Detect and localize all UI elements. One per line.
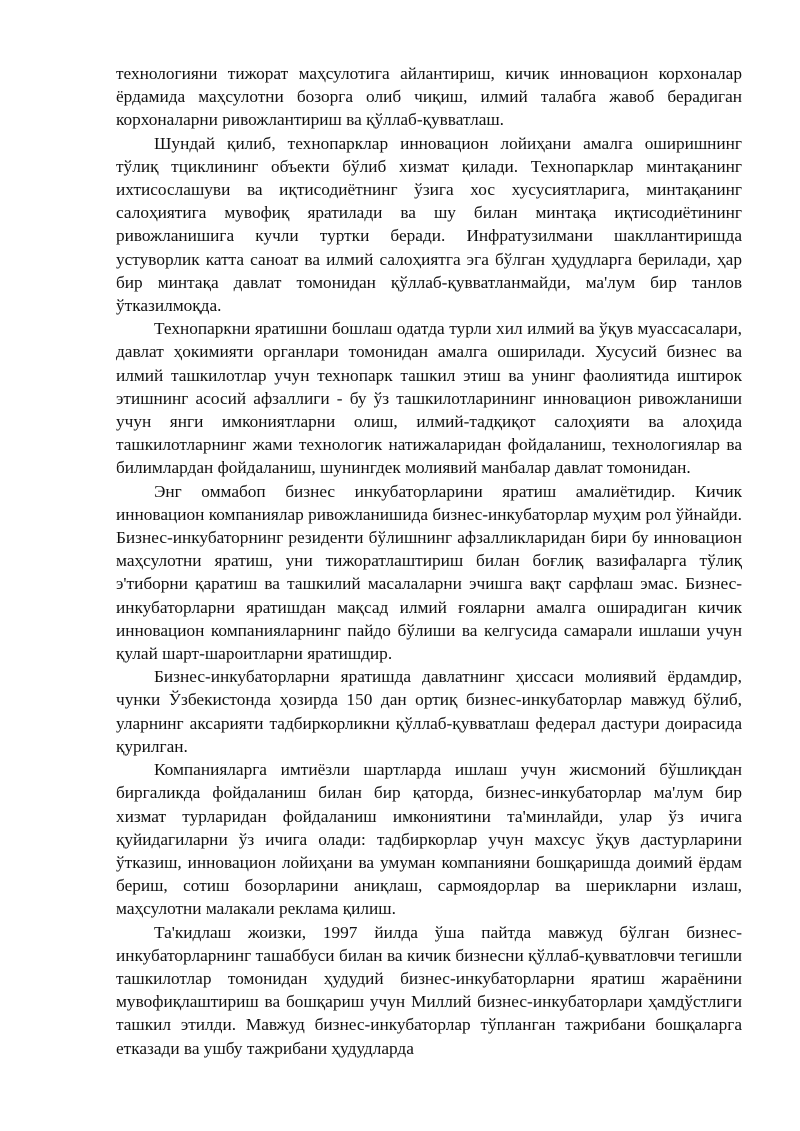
paragraph-1: технологияни тижорат маҳсулотига айлантириш, кичик инновацион корхоналар ёрдамида маҳсулотни бозорга олиб чиқиш, илмий талабга жавоб берадиган корхоналарни ривожлантириш ва қўллаб-қувватлаш. [116, 64, 742, 130]
paragraph-7: Та'кидлаш жоизки, 1997 йилда ўша пайтда мавжуд бўлган бизнес-инкубаторларнинг ташаббуси билан ва кичик бизнесни қўллаб-қувватловчи тегишли ташкилотлар томонидан ҳудудий бизнес-инкубаторларни яратиш жараёнини мувофиқлаштириш ва бошқариш учун Миллий бизнес-инкубаторлари ҳамдўстлиги ташкил этилди. Мавжуд бизнес-инкубаторлар тўпланган тажрибани бошқаларга етказади ва ушбу тажрибани ҳудудларда [116, 922, 742, 1058]
paragraph-5: Бизнес-инкубаторларни яратишда давлатнинг ҳиссаси молиявий ёрдамдир, чунки Ўзбекистонда ҳозирда 150 дан ортиқ бизнес-инкубаторлар мавжуд бўлиб, уларнинг аксарияти тадбиркорликни қўллаб-қувватлаш федерал дастури доирасида қурилган. [116, 667, 742, 756]
paragraph-4: Энг оммабоп бизнес инкубаторларини яратиш амалиётидир. Кичик инновацион компаниялар ривожланишида бизнес-инкубаторлар муҳим рол ўйнайди. Бизнес-инкубаторнинг резиденти бўлишнинг афзалликларидан бири бу инновацион маҳсулотни яратиш, уни тижоратлаштириш билан боғлиқ вазифаларга тўлиқ э'тиборни қаратиш ва ташкилий масалаларни эчишга вақт сарфлаш эмас. Бизнес-инкубаторларни яратишдан мақсад илмий ғояларни амалга оширадиган кичик инновацион компанияларнинг пайдо бўлиши ва келгусида самарали ишлаши учун қулай шарт-шароитларни яратишдир. [116, 481, 742, 664]
paragraph-6: Компанияларга имтиёзли шартларда ишлаш учун жисмоний бўшлиқдан биргаликда фойдаланиш билан бир қаторда, бизнес-инкубаторлар ма'лум бир хизмат турларидан фойдаланиш имкониятини та'минлайди, улар ўз ичига қуйидагиларни ўз ичига олади: тадбиркорлар учун махсус ўқув дастурларини ўтказиш, инновацион лойиҳани ва умуман компанияни бошқаришда доимий ёрдам бериш, сотиш бозорларини аниқлаш, сармоядорлар ва шерикларни излаш, маҳсулотни малакали реклама қилиш. [116, 760, 742, 919]
paragraph-2: Шундай қилиб, технопарклар инновацион лойиҳани амалга оширишнинг тўлиқ тциклининг объекти бўлиб хизмат қилади. Технопарклар минтақанинг ихтисослашуви ва иқтисодиётнинг ўзига хос хусусиятларига, минтақанинг салоҳиятига мувофиқ яратилади ва шу билан минтақа иқтисодиётининг ривожланишига кучли туртки беради. Инфратузилмани шакллантиришда устуворлик катта саноат ва илмий салоҳиятга эга бўлган ҳудудларга берилади, ҳар бир минтақа давлат томонидан қўллаб-қувватланмайди, ма'лум бир танлов ўтказилмоқда. [116, 133, 742, 316]
paragraph-3: Технопаркни яратишни бошлаш одатда турли хил илмий ва ўқув муассасалари, давлат ҳокимияти органлари томонидан амалга оширилади. Хусусий бизнес ва илмий ташкилотлар учун технопарк ташкил этиш ва унинг фаолиятида иштирок этишнинг асосий афзаллиги - бу ўз ташкилотларининг инновацион ривожланиши учун янги имкониятларни олиш, илмий-тадқиқот салоҳияти ва алоҳида ташкилотларнинг жами технологик натижаларидан фойдаланиш, технологиялар ва билимлардан фойдаланиш, шунингдек молиявий манбалар давлат томонидан. [116, 319, 742, 478]
document-page [116, 62, 742, 1060]
